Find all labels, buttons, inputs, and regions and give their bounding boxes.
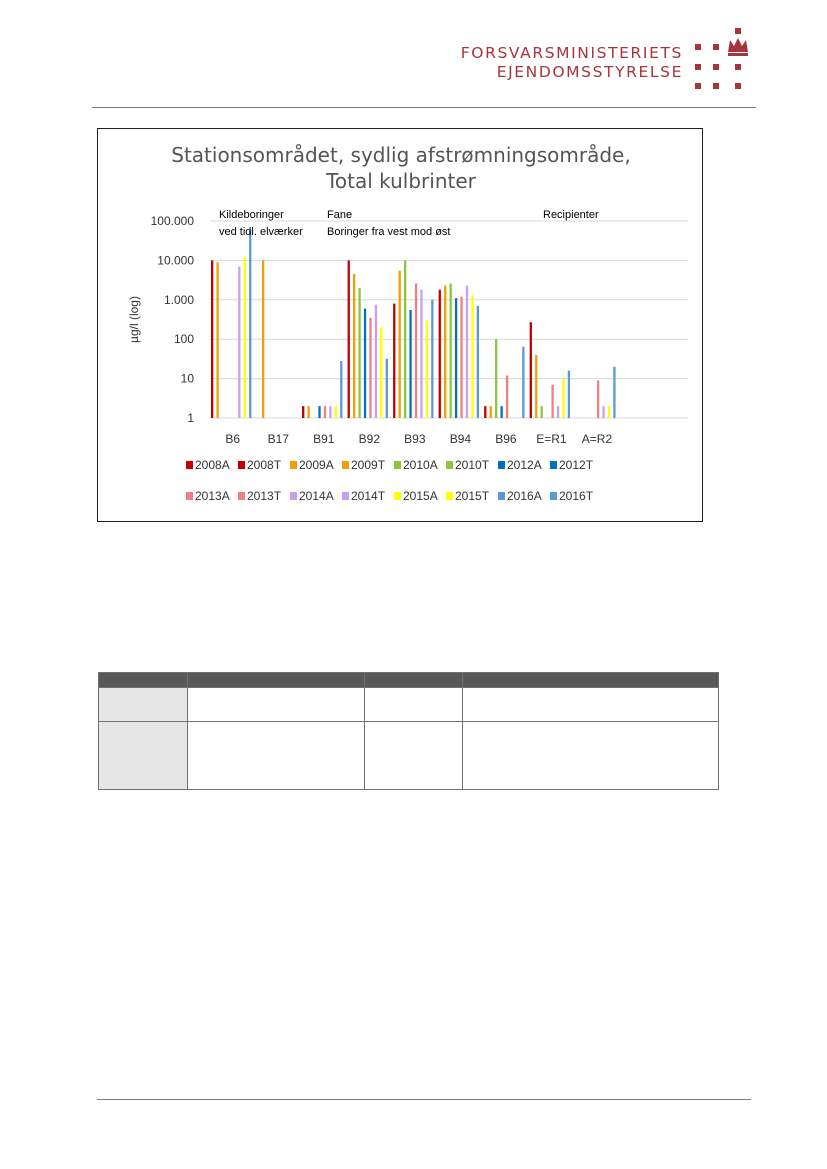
bar-2014A — [420, 290, 422, 418]
legend-label: 2014T — [351, 489, 386, 503]
bar-2014A — [375, 305, 377, 418]
bar-2013A — [415, 283, 417, 418]
table-cell — [365, 722, 463, 790]
chart-title: Stationsområdet, sydlig afstrømningsområde, — [171, 143, 631, 167]
bar-2014A — [329, 406, 331, 418]
legend-swatch — [446, 492, 453, 500]
bar-2008A — [439, 290, 441, 418]
bar-2016A — [477, 306, 479, 418]
bar-2008A — [393, 304, 395, 418]
legend-swatch — [342, 461, 349, 469]
bar-2010A — [358, 288, 360, 418]
chart-annotation: Recipienter — [543, 209, 599, 221]
bar-2009A — [535, 355, 537, 418]
legend-swatch — [394, 461, 401, 469]
crown-logo-icon — [692, 28, 752, 94]
table-cell — [463, 722, 719, 790]
legend-swatch — [498, 461, 505, 469]
table-row-head-cell — [99, 688, 188, 722]
bar-2010A — [404, 260, 406, 418]
legend-label: 2008T — [247, 458, 282, 472]
table-header-cell — [99, 673, 188, 688]
bar-2013A — [460, 297, 462, 418]
bar-2010A — [495, 339, 497, 418]
chart-annotation: Boringer fra vest mod øst — [327, 226, 451, 238]
legend-swatch — [238, 492, 245, 500]
bar-2016A — [386, 359, 388, 418]
chart-canvas — [98, 129, 704, 523]
table-cell — [365, 688, 463, 722]
y-tick-label: 1 — [187, 411, 194, 425]
x-tick-label: B96 — [495, 432, 517, 446]
bar-2009A — [216, 262, 218, 418]
bar-2012A — [364, 309, 366, 418]
bar-2009A — [307, 406, 309, 418]
chart-annotation: Kildeboringer — [219, 209, 284, 221]
legend-label: 2015A — [403, 489, 438, 503]
bar-2014A — [466, 286, 468, 418]
table-cell — [463, 688, 719, 722]
y-tick-label: 10.000 — [157, 253, 194, 268]
bar-2012A — [455, 298, 457, 418]
org-name-line1: FORSVARSMINISTERIETS — [460, 44, 683, 62]
legend-label: 2008A — [195, 458, 230, 472]
legend-swatch — [394, 492, 401, 500]
y-tick-label: 10 — [180, 371, 194, 386]
bar-2013A — [324, 406, 326, 418]
bar-2016A — [340, 361, 342, 418]
x-tick-label: B6 — [225, 432, 241, 446]
bar-2014A — [238, 267, 240, 418]
bar-2016A — [249, 230, 251, 418]
x-tick-label: B93 — [404, 432, 426, 446]
table-row-head-cell — [99, 722, 188, 790]
bar-2009A — [490, 406, 492, 418]
legend-label: 2012T — [559, 458, 594, 472]
table-header-cell — [188, 673, 365, 688]
legend-label: 2010T — [455, 458, 490, 472]
bar-2008A — [484, 406, 486, 418]
bar-2016A — [431, 300, 433, 418]
org-name-line2: EJENDOMSSTYRELSE — [496, 63, 683, 81]
table-cell — [188, 722, 365, 790]
legend-swatch — [498, 492, 505, 500]
x-tick-label: A=R2 — [581, 432, 613, 446]
bar-2015A — [380, 327, 382, 418]
chart-annotation: ved tidl. elværker — [219, 226, 303, 238]
legend-swatch — [550, 492, 557, 500]
bar-2009A — [444, 286, 446, 418]
y-tick-label: 100 — [173, 332, 194, 347]
org-name — [461, 44, 683, 82]
bar-2013A — [506, 375, 508, 418]
legend-label: 2009T — [351, 458, 386, 472]
chart — [97, 128, 703, 522]
x-tick-label: B94 — [449, 432, 472, 446]
bar-2015A — [426, 320, 428, 418]
bar-2016A — [522, 347, 524, 418]
legend-label: 2012A — [507, 458, 542, 472]
bar-2012A — [500, 406, 502, 418]
crown-logo-icon-graphic — [692, 28, 752, 94]
bar-2015A — [608, 406, 610, 418]
table-header-cell — [463, 673, 719, 688]
bar-2015A — [244, 257, 246, 418]
y-axis-label: µg/l (log) — [127, 296, 141, 343]
legend-swatch — [446, 461, 453, 469]
x-tick-label: E=R1 — [536, 432, 567, 446]
bar-2008A — [302, 406, 304, 418]
bar-2012A — [409, 310, 411, 418]
bar-2015A — [562, 379, 564, 418]
y-tick-label: 100.000 — [150, 214, 194, 228]
bar-2009A — [353, 274, 355, 418]
table-row — [99, 688, 719, 722]
legend-label: 2016T — [559, 489, 594, 503]
legend-label: 2013T — [247, 489, 282, 503]
legend-swatch — [342, 492, 349, 500]
chart-title: Total kulbrinter — [326, 169, 476, 193]
legend-label: 2016A — [507, 489, 542, 503]
x-tick-label: B91 — [313, 432, 335, 446]
bar-2013A — [597, 380, 599, 418]
header-divider — [92, 107, 756, 108]
bar-2010A — [450, 283, 452, 418]
bar-2014A — [602, 406, 604, 418]
bar-2010A — [541, 406, 543, 418]
bar-2016A — [613, 367, 615, 418]
bar-2016A — [568, 371, 570, 418]
bar-2008A — [348, 260, 350, 418]
bar-2014A — [557, 406, 559, 418]
y-tick-label: 1.000 — [163, 292, 194, 307]
legend-label: 2015T — [455, 489, 490, 503]
bar-2015A — [471, 295, 473, 418]
legend-swatch — [290, 461, 297, 469]
x-tick-label: B92 — [358, 432, 381, 446]
bar-2013A — [551, 385, 553, 418]
legend-label: 2014A — [299, 489, 334, 503]
legend-swatch — [550, 461, 557, 469]
legend-swatch — [238, 461, 245, 469]
legend-swatch — [186, 492, 193, 500]
legend-swatch — [290, 492, 297, 500]
chart-annotation: Fane — [327, 209, 353, 221]
footer-divider — [97, 1099, 751, 1100]
bar-2008A — [211, 260, 213, 418]
table-cell — [188, 688, 365, 722]
legend-swatch — [186, 461, 193, 469]
bar-2012A — [318, 406, 320, 418]
legend-label: 2009A — [299, 458, 334, 472]
legend-label: 2010A — [403, 458, 438, 472]
table-header-row — [99, 673, 719, 688]
bar-2009A — [262, 260, 264, 418]
table-header-cell — [365, 673, 463, 688]
legend-label: 2013A — [195, 489, 230, 503]
x-tick-label: B17 — [267, 432, 289, 446]
table-row — [99, 722, 719, 790]
bar-2008A — [530, 322, 532, 418]
bar-2013A — [369, 318, 371, 418]
bar-2009A — [399, 271, 401, 418]
data-table — [98, 672, 719, 790]
bar-2015A — [335, 406, 337, 418]
